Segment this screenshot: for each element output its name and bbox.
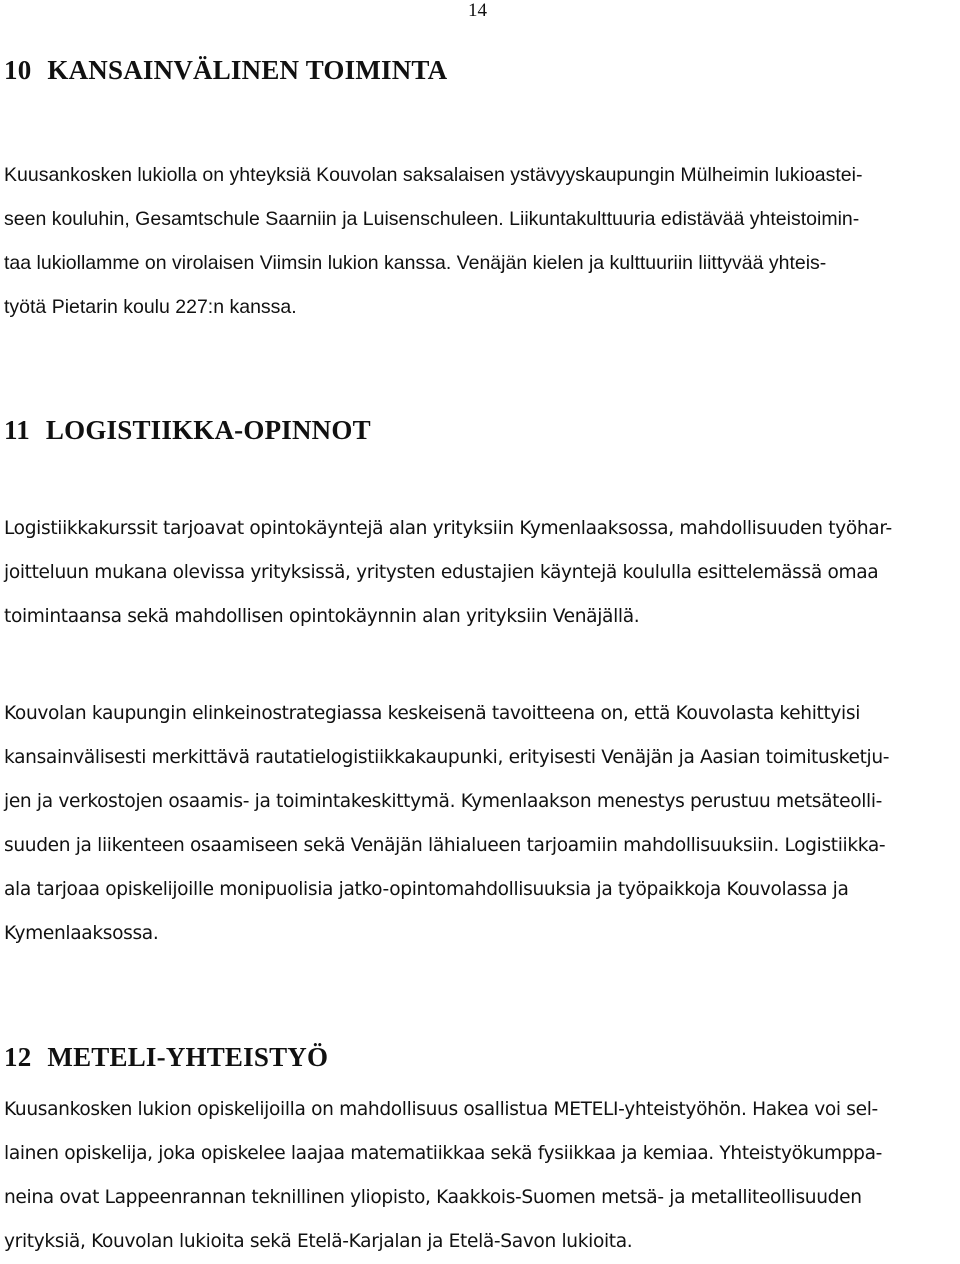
paragraph-line: Logistiikkakurssit tarjoavat opintokäyntejä alan yrityksiin Kymenlaaksossa, mahdollisuuden työhar- — [4, 518, 892, 539]
paragraph-line: Kouvolan kaupungin elinkeinostrategiassa keskeisenä tavoitteena on, että Kouvolasta kehittyisi — [4, 703, 861, 724]
paragraph-line: Kuusankosken lukiolla on yhteyksiä Kouvolan saksalaisen ystävyyskaupungin Mülheimin lukioastei- — [4, 164, 863, 186]
section-title: LOGISTIIKKA-OPINNOT — [45, 415, 371, 445]
paragraph-line: suuden ja liikenteen osaamiseen sekä Venäjän lähialueen tarjoamiin mahdollisuuksiin. Logistiikka- — [4, 835, 886, 856]
paragraph-line: jen ja verkostojen osaamis- ja toimintakeskittymä. Kymenlaakson menestys perustuu metsäteolli- — [4, 791, 883, 812]
paragraph-line: työtä Pietarin koulu 227:n kanssa. — [4, 296, 297, 318]
paragraph-line: taa lukiollamme on virolaisen Viimsin lukion kanssa. Venäjän kielen ja kulttuuriin liittyvää yhteis- — [4, 252, 827, 274]
paragraph-line: seen kouluhin, Gesamtschule Saarniin ja Luisenschuleen. Liikuntakulttuuria edistävää yhteistoimin- — [4, 208, 860, 230]
section-number: 12 — [4, 1042, 32, 1072]
paragraph-line: Kuusankosken lukion opiskelijoilla on mahdollisuus osallistua METELI-yhteistyöhön. Hakea voi sel- — [4, 1099, 878, 1120]
paragraph-line: yrityksiä, Kouvolan lukioita sekä Etelä-Karjalan ja Etelä-Savon lukioita. — [4, 1231, 633, 1252]
paragraph-line: lainen opiskelija, joka opiskelee laajaa matematiikkaa sekä fysiikkaa ja kemiaa. Yhteistyökumppa- — [4, 1143, 883, 1164]
paragraph-line: neina ovat Lappeenrannan teknillinen yliopisto, Kaakkois-Suomen metsä- ja metalliteollisuuden — [4, 1187, 862, 1208]
section-heading-11 — [4, 414, 371, 446]
section-title: METELI-YHTEISTYÖ — [47, 1042, 329, 1072]
section-title: KANSAINVÄLINEN TOIMINTA — [47, 55, 448, 85]
section-heading-12 — [4, 1041, 328, 1073]
paragraph-line: ala tarjoaa opiskelijoille monipuolisia jatko-opintomahdollisuuksia ja työpaikkoja Kouvolassa ja — [4, 879, 849, 900]
paragraph-logistics-strategy — [4, 692, 954, 956]
paragraph-line: Kymenlaaksossa. — [4, 923, 159, 944]
paragraph-line: joitteluun mukana olevissa yrityksissä, yritysten edustajien käyntejä koululla esittelemässä omaa — [4, 562, 879, 583]
page-number: 14 — [468, 0, 487, 21]
paragraph-international — [4, 153, 954, 329]
section-number: 10 — [4, 55, 32, 85]
paragraph-logistics-courses — [4, 507, 954, 639]
paragraph-meteli — [4, 1088, 954, 1264]
paragraph-line: kansainvälisesti merkittävä rautatielogistiikkakaupunki, erityisesti Venäjän ja Aasian toimitusketju- — [4, 747, 890, 768]
section-number: 11 — [4, 415, 30, 445]
paragraph-line: toimintaansa sekä mahdollisen opintokäynnin alan yrityksiin Venäjällä. — [4, 606, 640, 627]
section-heading-10 — [4, 54, 447, 86]
